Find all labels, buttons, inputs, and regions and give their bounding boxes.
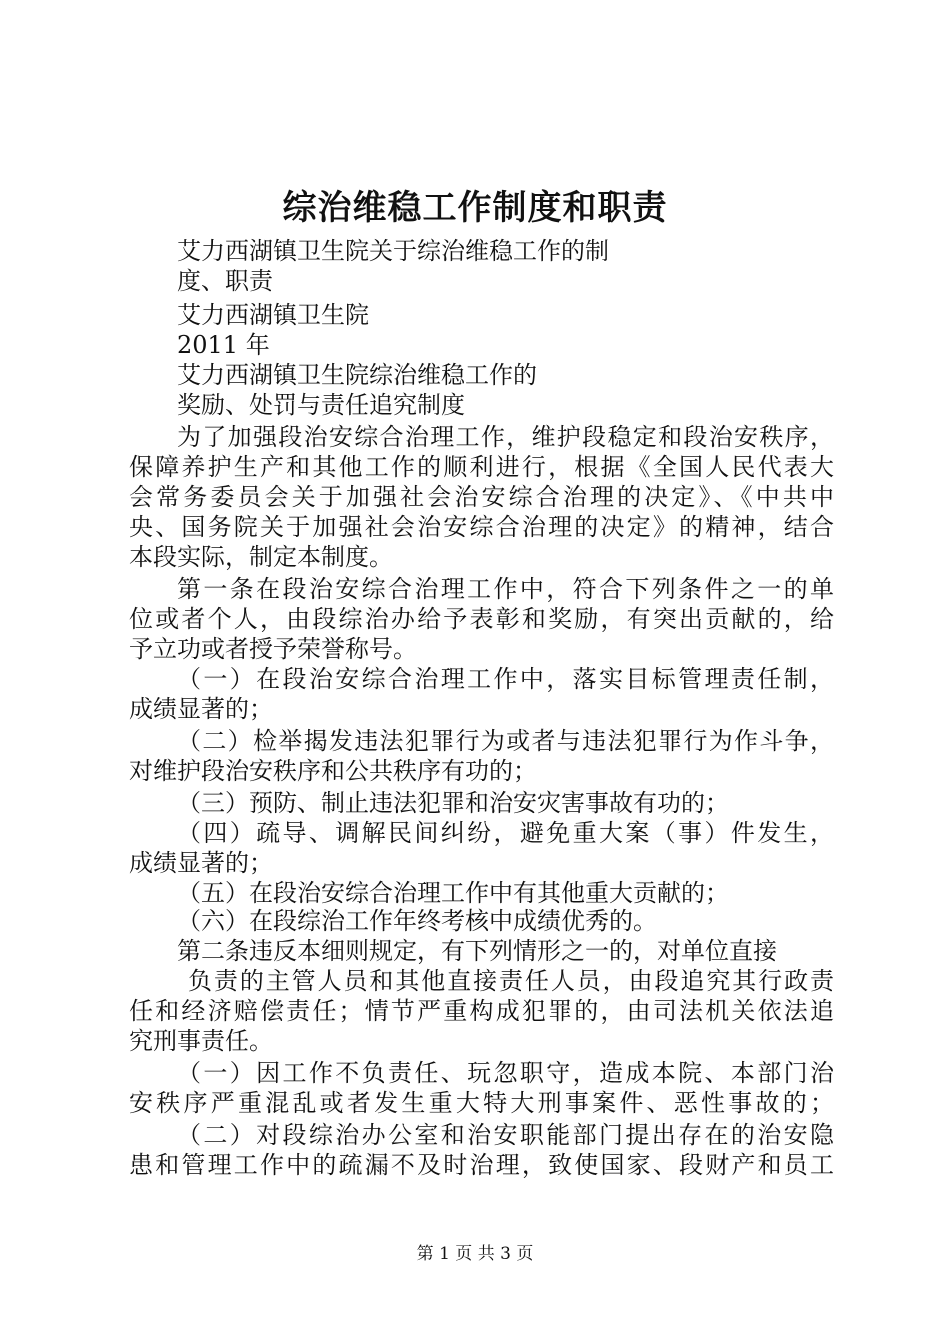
text-line: （二）对段综治办公室和治安职能部门提出存在的治安隐 — [177, 1121, 834, 1149]
text-line: 成绩显著的； — [129, 849, 273, 877]
page-footer: 第 1 页 共 3 页 — [416, 1244, 534, 1264]
text-line: 本段实际，制定本制度。 — [129, 543, 393, 571]
text-line: 对维护段治安秩序和公共秩序有功的； — [129, 757, 537, 785]
text-line: 会常务委员会关于加强社会治安综合治理的决定》、《中共中 — [129, 483, 834, 511]
text-line: 艾力西湖镇卫生院综治维稳工作的 — [177, 361, 537, 389]
text-line: （一）在段治安综合治理工作中，落实目标管理责任制， — [177, 665, 834, 693]
text-line: （三）预防、制止违法犯罪和治安灾害事故有功的； — [177, 789, 729, 817]
text-line: 予立功或者授予荣誉称号。 — [129, 635, 417, 663]
text-line: 奖励、处罚与责任追究制度 — [177, 391, 465, 419]
text-line: （四）疏导、调解民间纠纷，避免重大案（事）件发生， — [177, 819, 834, 847]
text-line: 艾力西湖镇卫生院 — [177, 301, 369, 329]
text-line: 安秩序严重混乱或者发生重大特大刑事案件、恶性事故的； — [129, 1089, 834, 1117]
document-title: 综治维稳工作制度和职责 — [282, 188, 668, 228]
text-line: 究刑事责任。 — [129, 1027, 273, 1055]
text-line: 任和经济赔偿责任；情节严重构成犯罪的，由司法机关依法追 — [129, 997, 834, 1025]
text-line: 第二条违反本细则规定，有下列情形之一的，对单位直接 — [177, 937, 777, 965]
text-line: 为了加强段治安综合治理工作，维护段稳定和段治安秩序， — [177, 423, 834, 451]
text-line: （五）在段治安综合治理工作中有其他重大贡献的； — [177, 879, 729, 907]
text-line: 度、职责 — [177, 267, 273, 295]
text-line: （二）检举揭发违法犯罪行为或者与违法犯罪行为作斗争， — [177, 727, 834, 755]
text-line: 2011 年 — [177, 331, 270, 359]
text-line: 第一条在段治安综合治理工作中，符合下列条件之一的单 — [177, 575, 834, 603]
text-line: 患和管理工作中的疏漏不及时治理，致使国家、段财产和员工 — [129, 1151, 834, 1179]
text-line: 央、国务院关于加强社会治安综合治理的决定》的精神，结合 — [129, 513, 834, 541]
text-line: 艾力西湖镇卫生院关于综治维稳工作的制 — [177, 237, 609, 265]
text-line: 成绩显著的； — [129, 695, 273, 723]
text-line: （一）因工作不负责任、玩忽职守，造成本院、本部门治 — [177, 1059, 834, 1087]
text-line: 负责的主管人员和其他直接责任人员，由段追究其行政责 — [188, 967, 834, 995]
text-line: 位或者个人，由段综治办给予表彰和奖励，有突出贡献的，给 — [129, 605, 834, 633]
text-line: 保障养护生产和其他工作的顺利进行，根据《全国人民代表大 — [129, 453, 834, 481]
text-line: （六）在段综治工作年终考核中成绩优秀的。 — [177, 907, 657, 935]
